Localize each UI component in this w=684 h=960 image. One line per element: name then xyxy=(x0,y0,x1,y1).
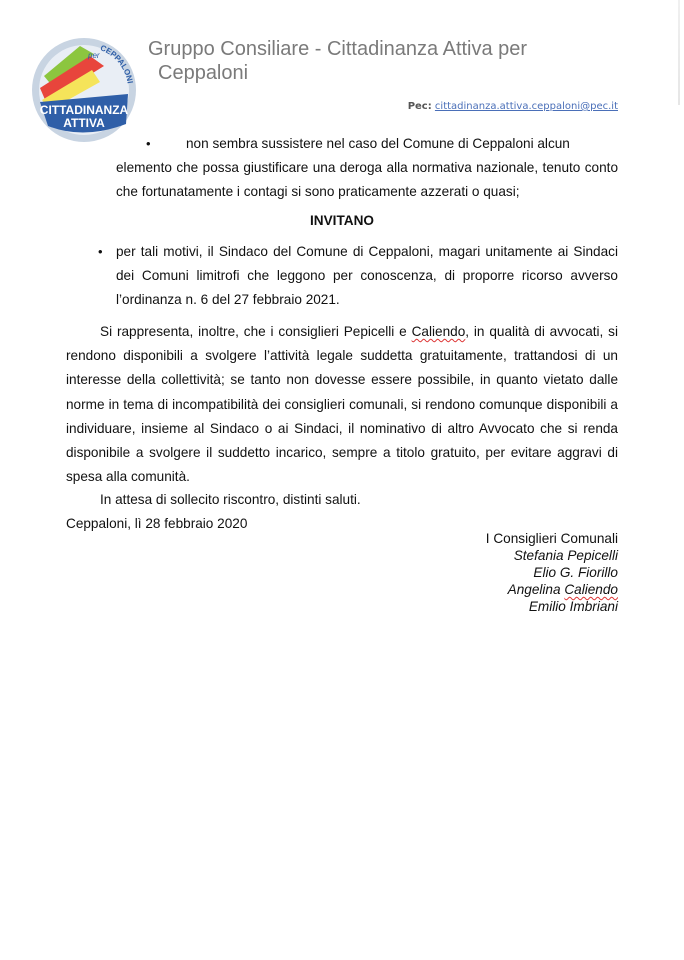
signature-name xyxy=(318,581,618,598)
signature-block xyxy=(318,530,618,615)
signature-name: Elio G. Fiorillo xyxy=(533,565,618,580)
header-title xyxy=(148,37,618,85)
bullet-paragraph-2: per tali motivi, il Sindaco del Comune di Ceppaloni, magari unitamente ai Sindaci dei Comuni limitrofi che leggono per conoscenza, di proporre ricorso avverso l’ordinanza n. 6 del 27 febbraio 2021. xyxy=(116,244,618,308)
main-paragraph xyxy=(66,320,618,489)
pec-label: Pec: xyxy=(407,101,432,112)
signature-name: Emilio Imbriani xyxy=(528,599,618,614)
closing-salutation: In attesa di sollecito riscontro, distinti saluti. xyxy=(100,492,361,507)
pec-line xyxy=(408,101,618,112)
invitano-heading: INVITANO xyxy=(310,213,374,228)
main-paragraph-part2: , in qualità di avvocati, si rendono disponibili a svolgere l’attività legale suddetta gratuitamente, trattandosi di un interesse della collettività; se tanto non dovesse essere possibile, in quanto vietato dalle norme in tema di incompatibilità dei consiglieri comunali, si rendono comunque disponibili a individuare, insieme al Sindaco o ai Sindaci, il nominativo di altro Avvocato che si renda disponibile a svolgere il suddetto incarico, sempre a titolo gratuito, per evitare aggravi di spesa alla comunità. xyxy=(66,324,619,485)
signature-name: Stefania Pepicelli xyxy=(513,548,618,563)
bullet-1-rest: elemento che possa giustificare una deroga alla normativa nazionale, tenuto conto che fortunatamente i contagi si sono praticamente azzerati o quasi; xyxy=(116,160,618,200)
place-date: Ceppaloni, lì 28 febbraio 2020 xyxy=(66,516,248,531)
header-title-line2: Ceppaloni xyxy=(158,62,249,84)
bullet-paragraph-1 xyxy=(116,132,618,205)
cittadinanza-attiva-logo xyxy=(30,36,138,144)
signature-name-first: Angelina xyxy=(507,582,565,597)
pec-email-link[interactable]: cittadinanza.attiva.ceppaloni@pec.it xyxy=(434,101,618,112)
bullet-2: • xyxy=(98,244,103,259)
logo-text-cittadinanza: CITTADINANZA xyxy=(39,103,129,117)
page-edge xyxy=(678,0,680,105)
logo-text-attiva: ATTIVA xyxy=(63,116,105,130)
header-title-line1: Gruppo Consiliare - Cittadinanza Attiva per xyxy=(148,38,528,60)
signature-heading: I Consiglieri Comunali xyxy=(485,531,618,546)
logo-text-per: per xyxy=(88,51,100,60)
surname-caliendo: Caliendo xyxy=(411,324,466,339)
signature-name-last: Caliendo xyxy=(564,582,618,597)
logo-text-ceppaloni: CEPPALONI xyxy=(98,43,135,85)
main-paragraph-part1: Si rappresenta, inoltre, che i consiglieri Pepicelli e xyxy=(100,324,412,339)
bullet-1-first-line: non sembra sussistere nel caso del Comune di Ceppaloni alcun xyxy=(186,136,570,151)
bullet-1: • xyxy=(146,136,151,151)
